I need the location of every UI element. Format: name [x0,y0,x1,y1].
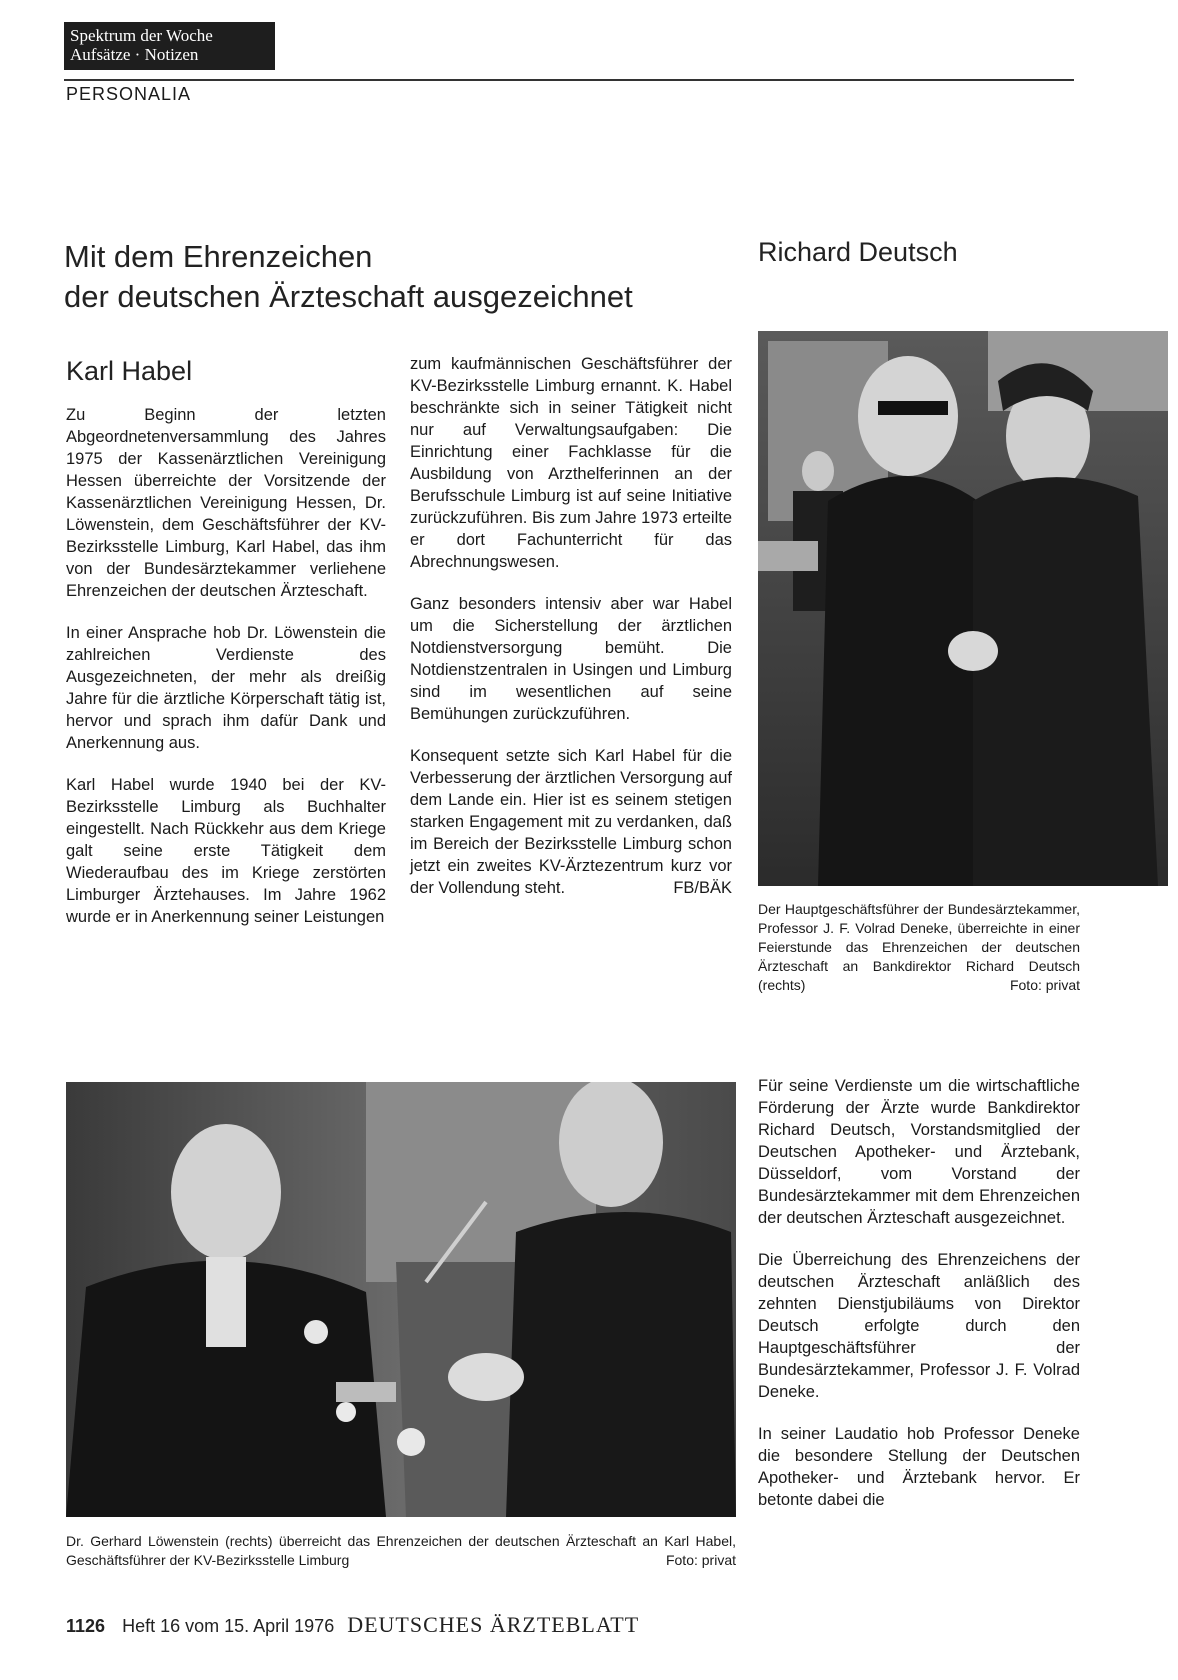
headline-line-1: Mit dem Ehrenzeichen [64,239,373,274]
caption-text: Der Hauptgeschäftsführer der Bundesärztekammer, Professor J. F. Volrad Deneke, überreichte in einer Feierstunde das Ehrenzeichen der deutschen Ärzteschaft an Bankdirektor Richard Deutsch (rechts) [758,901,1080,993]
person-heading-habel: Karl Habel [66,356,193,386]
issue-info: Heft 16 vom 15. April 1976 [122,1616,335,1636]
paragraph [410,745,732,899]
photo-caption-1 [758,900,1080,995]
paragraph: Zu Beginn der letzten Abgeordnetenversammlung des Jahres 1975 der Kassenärztlichen Vereinigung Hessen überreichte der Vorsitzende der Kassenärztlichen Vereinigung Hessen, Dr. Löwenstein, dem Geschäftsführer der KV-Bezirksstelle Limburg, Karl Habel, das ihm von der Bundesärztekammer verliehene Ehrenzeichen der deutschen Ärzteschaft. [66,406,386,600]
paragraph: In einer Ansprache hob Dr. Löwenstein die zahlreichen Verdienste des Ausgezeichneten, der mehr als dreißig Jahre für die ärztliche Körperschaft tätig ist, hervor und sprach ihm dafür Dank und Anerkennung aus. [66,624,386,752]
page-number: 1126 [66,1616,106,1636]
article-column-2 [410,353,732,919]
photo-credit: Foto: privat [1009,977,1080,993]
paragraph: Ganz besonders intensiv aber war Habel um die Sicherstellung der ärztlichen Notdienstversorgung bemüht. Die Notdienstzentralen in Usingen und Limburg sind im wesentlichen auf seine Bemühungen zurückzuführen. [410,595,732,723]
header-rule [64,79,1074,81]
magazine-title: DEUTSCHES ÄRZTEBLATT [347,1612,640,1637]
paragraph-text: Konsequent setzte sich Karl Habel für die Verbesserung der ärztlichen Versorgung auf dem Lande ein. Hier ist es seinem stetigen starken Engagement mit zu verdanken, daß im Bereich der Bezirksstelle Limburg schon jetzt ein zweites KV-Ärztezentrum kurz vor der Vollendung steht. [410,747,732,897]
article-column-3 [758,1075,1080,1531]
paragraph: Für seine Verdienste um die wirtschaftliche Förderung der Ärzte wurde Bankdirektor Richard Deutsch, Vorstandsmitglied der Deutschen Apotheker- und Ärztebank, Düsseldorf, vom Vorstand der Bundesärztekammer mit dem Ehrenzeichen der deutschen Ärzteschaft ausgezeichnet. [758,1077,1080,1227]
author-signature: FB/BÄK [673,879,732,897]
badge-line-1: Spektrum der Woche [70,26,213,45]
caption-text: Dr. Gerhard Löwenstein (rechts) überreicht das Ehrenzeichen der deutschen Ärzteschaft an Karl Habel, Geschäftsführer der KV-Bezirksstelle Limburg [66,1533,736,1568]
article-column-1 [66,404,386,948]
section-label: PERSONALIA [66,84,192,104]
paragraph: Die Überreichung des Ehrenzeichens der deutschen Ärzteschaft anläßlich des zehnten Dienstjubiläums von Direktor Deutsch erfolgte durch den Hauptgeschäftsführer der Bundesärztekammer, Professor J. F. Volrad Deneke. [758,1251,1080,1401]
person-heading-deutsch: Richard Deutsch [758,237,958,267]
photo-deneke-deutsch [758,331,1168,886]
paragraph: Karl Habel wurde 1940 bei der KV-Bezirksstelle Limburg als Buchhalter eingestellt. Nach Rückkehr aus dem Kriege galt seine erste Tätigkeit dem Wiederaufbau des im Kriege zerstörten Limburger Ärztehauses. Im Jahre 1962 wurde er in Anerkennung seiner Leistungen [66,776,386,926]
photo-caption-2 [66,1532,736,1570]
badge-line-2: Aufsätze · Notizen [70,45,199,64]
section-badge [64,22,275,70]
photo-loewenstein-habel [66,1082,736,1517]
photo-credit: Foto: privat [665,1552,736,1568]
headline-line-2: der deutschen Ärzteschaft ausgezeichnet [64,279,633,314]
headline [64,237,744,317]
page-footer [66,1612,639,1638]
paragraph: In seiner Laudatio hob Professor Deneke die besondere Stellung der Deutschen Apotheker- und Ärztebank hervor. Er betonte dabei die [758,1425,1080,1509]
paragraph: zum kaufmännischen Geschäftsführer der KV-Bezirksstelle Limburg ernannt. K. Habel beschränkte sich in seiner Tätigkeit nicht nur auf Verwaltungsaufgaben: Die Einrichtung einer Fachklasse für die Ausbildung von Arzthelferinnen an der Berufsschule Limburg ist auf seine Initiative zurückzuführen. Bis zum Jahre 1973 erteilte er dort Fachunterricht für das Abrechnungswesen. [410,355,732,571]
